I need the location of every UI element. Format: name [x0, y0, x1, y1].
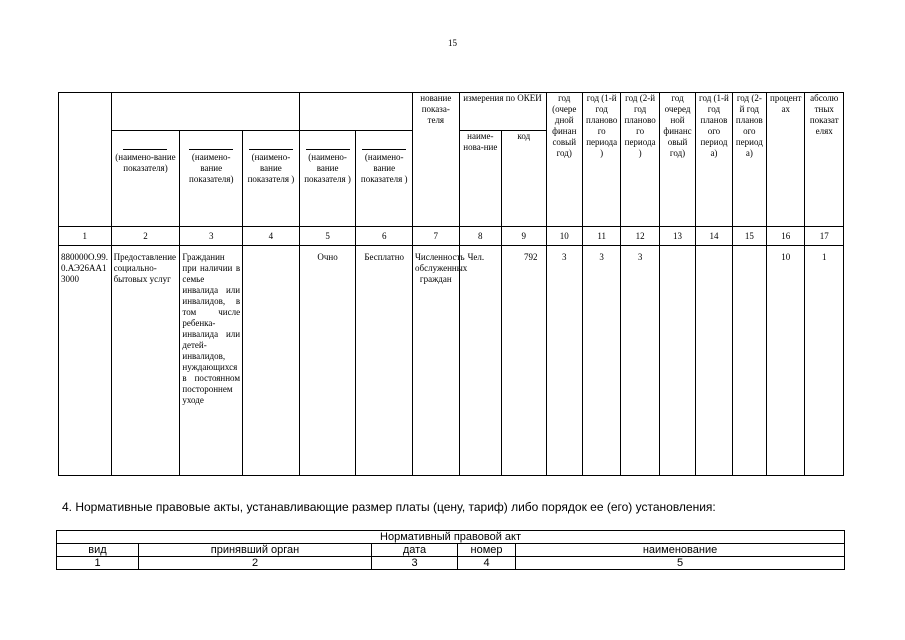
- col-number: 14: [696, 227, 732, 246]
- col-number: 6: [356, 227, 413, 246]
- col-number: 2: [111, 227, 180, 246]
- col-number: 3: [372, 557, 458, 570]
- header-year-current: год (очере дной финан совый год): [546, 93, 582, 227]
- header-year-plan2: год (2-й год планово го периода ): [621, 93, 659, 227]
- column-numbers-row: [59, 227, 844, 246]
- subheader-col5: (наимено-вание показателя ): [299, 131, 356, 227]
- col-number: 12: [621, 227, 659, 246]
- col-number: 10: [546, 227, 582, 246]
- header-year-plan2-2: год (2-й год планов ого период а): [732, 93, 766, 227]
- fee-plan-year-2: [732, 246, 766, 476]
- header-year-current-2: год очеред ной финанс овый год): [659, 93, 695, 227]
- col-number: 15: [732, 227, 766, 246]
- form-of-service: Очно: [299, 246, 356, 476]
- value-plan-year-1: 3: [582, 246, 620, 476]
- registry-number: 880000О.99.0.АЭ26АА13000: [59, 246, 112, 476]
- value-plan-year-2: 3: [621, 246, 659, 476]
- col-number: 16: [767, 227, 805, 246]
- header-number: номер: [458, 544, 516, 557]
- col-number: 11: [582, 227, 620, 246]
- header-name: наименование: [516, 544, 845, 557]
- header-type: вид: [57, 544, 139, 557]
- header-indicator-name: нование показа-теля: [413, 93, 460, 227]
- subheader-col3: (наимено-вание показателя): [180, 131, 243, 227]
- deviation-percent: 10: [767, 246, 805, 476]
- unit-code: 792: [502, 246, 547, 476]
- header-issuing-body: принявший орган: [139, 544, 372, 557]
- col-number: 1: [59, 227, 112, 246]
- header-cols-5-6: [299, 93, 412, 131]
- cell-col4: [243, 246, 300, 476]
- unit-name: Чел.: [459, 246, 501, 476]
- col-number: 7: [413, 227, 460, 246]
- subheader-col6: (наимено-вание показателя ): [356, 131, 413, 227]
- deviation-absolute: 1: [805, 246, 844, 476]
- header-year-plan1-2: год (1-й год планов ого период а): [696, 93, 732, 227]
- col-number: 2: [139, 557, 372, 570]
- header-year-plan1: год (1-й год планово го периода ): [582, 93, 620, 227]
- col-number: 5: [516, 557, 845, 570]
- indicators-table: [58, 92, 844, 476]
- col-number: 9: [502, 227, 547, 246]
- section-4-heading: 4. Нормативные правовые акты, устанавливающие размер платы (цену, тариф) либо порядок ее (его) установления:: [62, 500, 716, 514]
- table-row: [59, 246, 844, 476]
- header-date: дата: [372, 544, 458, 557]
- col-number: 5: [299, 227, 356, 246]
- fee-current-year: [659, 246, 695, 476]
- fee-plan-year-1: [696, 246, 732, 476]
- legal-acts-table: [56, 530, 845, 570]
- col-number: 13: [659, 227, 695, 246]
- subheader-okei-code: код: [502, 131, 547, 227]
- value-current-year: 3: [546, 246, 582, 476]
- col-number: 1: [57, 557, 139, 570]
- page-number: 15: [448, 38, 457, 48]
- header-cols-2-4: [111, 93, 299, 131]
- subheader-col4: (наимено-вание показателя ): [243, 131, 300, 227]
- col-number: 8: [459, 227, 501, 246]
- col-number: 4: [458, 557, 516, 570]
- legal-act-title: Нормативный правовой акт: [57, 531, 845, 544]
- subheader-okei-name: наиме-нова-ние: [459, 131, 501, 227]
- col-number: 17: [805, 227, 844, 246]
- header-col1: [59, 93, 112, 227]
- payment-terms: Бесплатно: [356, 246, 413, 476]
- header-percent: процент ах: [767, 93, 805, 227]
- col-number: 3: [180, 227, 243, 246]
- col-number: 4: [243, 227, 300, 246]
- recipient-category: Гражданин при наличии в семье инвалида или инвалидов, в том числе ребенка-инвалида или детей-инвалидов, нуждающихся в постоянном постороннем уходе: [180, 246, 243, 476]
- header-absolute: абсолю тных показат елях: [805, 93, 844, 227]
- indicator-name: Численность обслуженных граждан: [413, 246, 460, 476]
- service-name: Предоставление социально-бытовых услуг: [111, 246, 180, 476]
- header-okei: измерения по ОКЕИ: [459, 93, 546, 131]
- subheader-col2: (наимено-вание показателя): [111, 131, 180, 227]
